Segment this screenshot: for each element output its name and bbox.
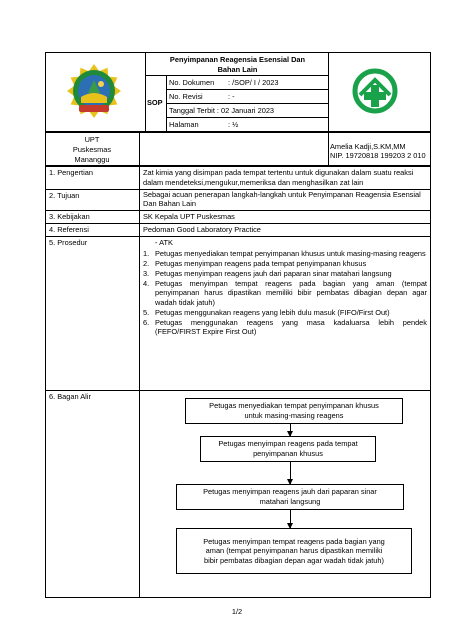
signatory-nip: NIP. 19720818 199203 2 010: [330, 151, 426, 160]
org-puskesmas: Puskesmas: [72, 145, 112, 154]
revision-label: No. Revisi: [169, 92, 203, 101]
list-item: 3. Petugas menyimpan reagens jauh dari paparan sinar matahari langsung: [143, 268, 392, 278]
flow-step-2: Petugas menyimpan reagens pada tempat penyimpanan khusus: [200, 436, 376, 462]
list-item: 4. Petugas menyimpan tempat reagens pada bagian yang aman (tempat penyimpanan harus dipastikan memiliki bibir pembatas dibagian depan agar wadah tidak jatuh): [143, 278, 427, 307]
flow-arrow-icon: [290, 510, 291, 528]
page-value: : ½: [228, 120, 239, 129]
revision-value: : -: [228, 92, 235, 101]
document-title-line1: Penyimpanan Reagensia Esensial Dan: [169, 55, 306, 64]
puskesmas-logo: [64, 62, 124, 120]
doc-number-label: No. Dokumen: [169, 78, 215, 87]
list-item: 2. Petugas menyimpan reagens pada tempat penyimpanan khusus: [143, 258, 367, 268]
page-number: 1/2: [231, 607, 243, 616]
cross-logo: [352, 68, 398, 114]
org-upt: UPT: [84, 135, 100, 144]
list-item: 6. Petugas menggunakan reagens yang masa kadaluarsa lebih pendek (FEFO/FIRST Expire First Out): [143, 317, 427, 337]
tujuan-text: Sebagai acuan penerapan langkah-langkah untuk Penyimpanan Reagensia Esensial Dan Bahan Lain: [143, 190, 421, 209]
flow-step-4: Petugas menyimpan tempat reagens pada bagian yang aman (tempat penyimpanan harus dipastikan memiliki bibir pembatas dibagian depan agar wadah tidak jatuh): [176, 528, 412, 574]
prosedur-label: 5. Prosedur: [49, 238, 88, 247]
list-item: 5. Petugas menggunakan reagens yang lebih dulu masuk (FIFO/First Out): [143, 307, 390, 317]
document-title-line2: Bahan Lain: [217, 65, 258, 74]
signatory-name: Amelia Kadji,S.KM,MM: [330, 142, 406, 151]
referensi-label: 4. Referensi: [49, 225, 89, 234]
prosedur-steps: [143, 249, 427, 337]
flow-arrow-icon: [290, 462, 291, 484]
flow-arrow-icon: [290, 424, 291, 436]
issue-date: Tanggal Terbit : 02 Januari 2023: [169, 106, 275, 115]
doc-number-value: : /SOP/ I / 2023: [228, 78, 279, 87]
bagan-alir-label: 6. Bagan Alir: [49, 392, 91, 401]
flow-step-1: Petugas menyediakan tempat penyimpanan khusus untuk masing-masing reagens: [185, 398, 403, 424]
tujuan-label: 2. Tujuan: [49, 191, 80, 200]
sop-label: SOP: [147, 98, 163, 107]
prosedur-atk: - ATK: [155, 238, 173, 247]
org-mananggu: Mananggu: [74, 155, 110, 164]
kebijakan-label: 3. Kebijakan: [49, 212, 90, 221]
flow-step-3: Petugas menyimpan reagens jauh dari paparan sinar matahari langsung: [176, 484, 404, 510]
pengertian-text: Zat kimia yang disimpan pada tempat tertentu untuk digunakan dalam suatu reaksi dalam mendeteksi,mengukur,memeriksa dan menghasilkan zat lain: [143, 168, 414, 187]
page-label: Halaman: [169, 120, 199, 129]
list-item: 1. Petugas menyediakan tempat penyimpanan khusus untuk masing-masing reagens: [143, 249, 426, 258]
referensi-text: Pedoman Good Laboratory Practice: [143, 225, 261, 234]
kebijakan-text: SK Kepala UPT Puskesmas: [143, 212, 235, 221]
pengertian-label: 1. Pengertian: [49, 168, 93, 177]
